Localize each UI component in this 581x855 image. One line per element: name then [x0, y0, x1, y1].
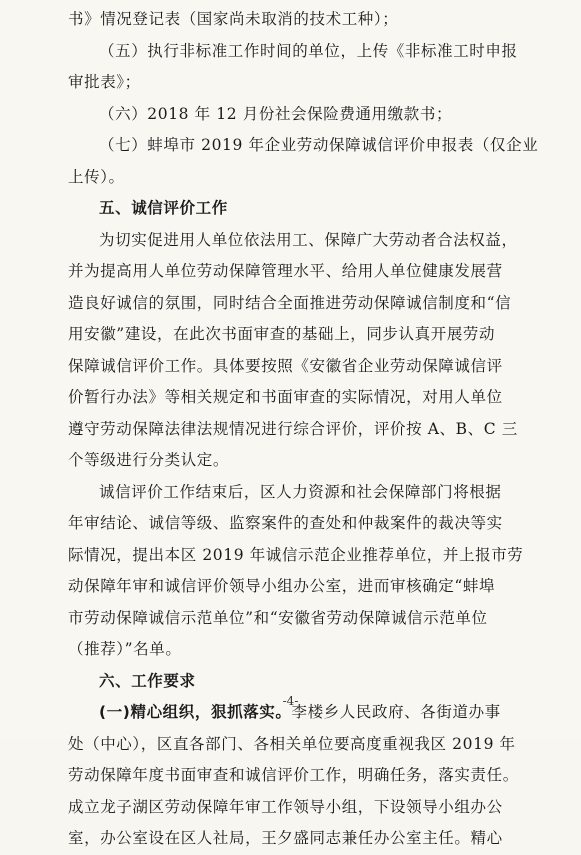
text-line: 诚信评价工作结束后，区人力资源和社会保障部门将根据	[99, 482, 502, 501]
text-line: （六）2018 年 12 月份社会保险费通用缴款书；	[99, 104, 453, 123]
section-heading: 五、诚信评价工作	[99, 199, 228, 217]
text-line: 保障诚信评价工作。具体要按照《安徽省企业劳动保障诚信评	[68, 356, 503, 375]
text-line: 年审结论、诚信等级、监察案件的查处和仲裁案件的裁决等实	[68, 514, 503, 532]
text-line: 上传）。	[68, 167, 125, 186]
text-line: 为切实促进用人单位依法用工、保障广大劳动者合法权益，	[99, 230, 518, 249]
document-body	[68, 4, 539, 855]
text-line: 遵守劳动保障法律法规情况进行综合评价，评价按 A、B、C 三	[68, 419, 518, 438]
text-line: （推荐）”名单。	[68, 640, 182, 658]
text-line: 并为提高用人单位劳动保障管理水平、给用人单位健康发展营	[68, 262, 503, 280]
text-line: 价暂行办法》等相关规定和书面审查的实际情况，对用人单位	[68, 388, 503, 406]
bold-lead: (一)精心组织，狠抓落实。	[99, 703, 292, 721]
text-line: 书》情况登记表（国家尚未取消的技术工种）；	[68, 10, 399, 28]
text-line: 市劳动保障诚信示范单位”和“安徽省劳动保障诚信示范单位	[68, 608, 488, 627]
text-line: 室，办公室设在区人社局，王夕盛同志兼任办公室主任。精心	[68, 829, 503, 847]
text-line: 造良好诚信的氛围，同时结合全面推进劳动保障诚信制度和“信	[68, 293, 512, 312]
text-line-rest: 李楼乡人民政府、各街道办事	[291, 703, 501, 721]
text-line: 个等级进行分类认定。	[68, 451, 230, 469]
page-number: -4-	[282, 694, 299, 708]
text-line: （五）执行非标准工作时间的单位，上传《非标准工时申报	[99, 41, 518, 60]
text-line: 成立龙子湖区劳动保障年审工作领导小组，下设领导小组办公	[68, 797, 503, 816]
text-line: 际情况，提出本区 2019 年诚信示范企业推荐单位，并上报市劳	[68, 545, 524, 564]
text-line: 审批表》；	[68, 73, 141, 91]
section-heading: 六、工作要求	[99, 671, 196, 690]
text-line: 动保障年审和诚信评价领导小组办公室，进而审核确定“蚌埠	[68, 577, 496, 595]
text-line: 用安徽”建设，在此次书面审查的基础上，同步认真开展劳动	[68, 325, 496, 343]
text-line: 处（中心），区直各部门、各相关单位要高度重视我区 2019 年	[68, 734, 516, 753]
text-line: （七）蚌埠市 2019 年企业劳动保障诚信评价申报表（仅企业	[99, 136, 539, 154]
text-line: 劳动保障年度书面审查和诚信评价工作，明确任务，落实责任。	[68, 766, 519, 784]
